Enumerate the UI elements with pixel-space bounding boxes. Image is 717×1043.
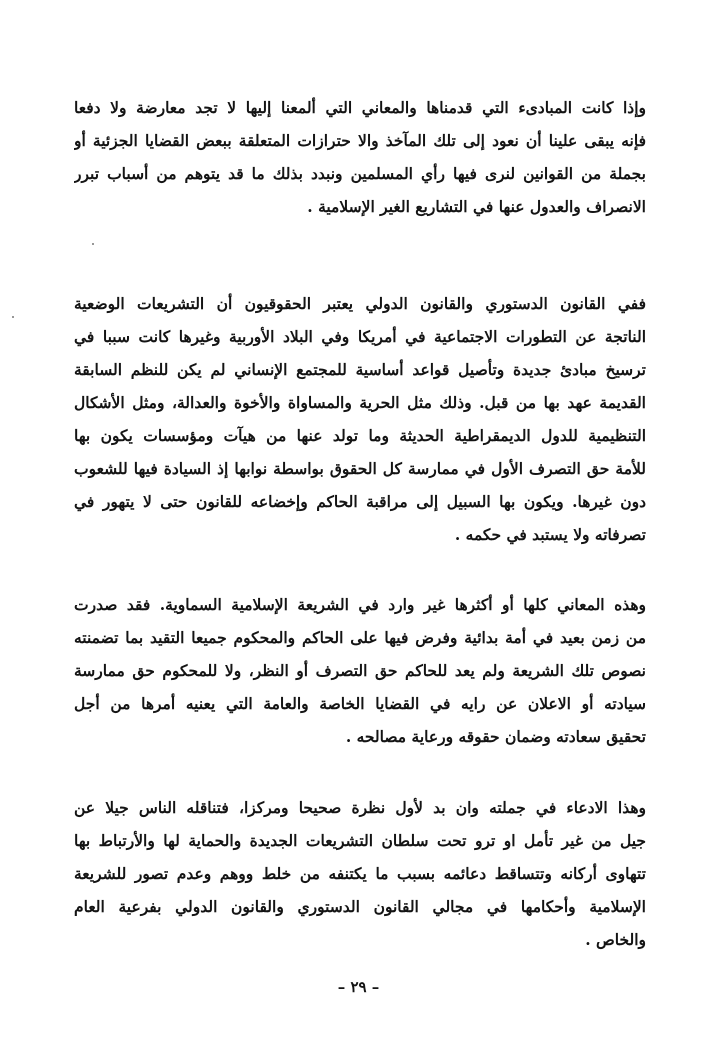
paragraph-3 [74,588,646,753]
text-line: سيادته أو الاعلان عن رايه في القضايا الخاصة والعامة التي يعنيه أمرها من أجل [74,694,646,713]
text-line: نصوص تلك الشريعة ولم يعد للحاكم حق التصرف أو النظر، ولا للمحكوم حق ممارسة [74,661,646,680]
paragraph-2 [74,287,646,551]
scan-speck [12,316,14,318]
text-line: ففي القانون الدستوري والقانون الدولي يعتبر الحقوقيون أن التشريعات الوضعية [74,294,646,313]
paragraph-4 [74,791,646,956]
scan-speck [92,243,94,245]
text-line: تحقيق سعادته وضمان حقوقه ورعاية مصالحه . [345,727,646,746]
text-line: فإنه يبقى علينا أن نعود إلى تلك المآخذ والا حترازات المتعلقة ببعض القضايا الجزئية أو [74,131,646,150]
page-number: – ٢٩ – [337,978,380,996]
text-line: التنظيمية للدول الديمقراطية الحديثة وما تولد عنها من هيآت ومؤسسات يكون بها [74,426,646,445]
text-line: ترسيخ مبادئ جديدة وتأصيل قواعد أساسية للمجتمع الإنساني لم يكن للنظم السابقة [74,360,646,379]
text-line: تصرفاته ولا يستبد في حكمه . [454,525,646,544]
text-line: بجملة من القوانين لنرى فيها رأي المسلمين ونبدد بذلك ما قد يتوهم من أسباب تبرر [74,164,646,183]
text-line: جيل من غير تأمل او ترو تحت سلطان التشريعات الجديدة والحماية لها والأرتباط بها [74,831,646,850]
text-line: القديمة عهد بها من قبل. وذلك مثل الحرية والمساواة والأخوة والعدالة، ومثل الأشكال [74,393,646,412]
text-line: الانصراف والعدول عنها في التشاريع الغير الإسلامية . [307,197,646,216]
text-line: الإسلامية وأحكامها في مجالي القانون الدستوري والقانون الدولي بفرعية العام [74,897,646,916]
text-line: من زمن بعيد في أمة بدائية وفرض فيها على الحاكم والمحكوم جميعا التقيد بما تضمنته [74,628,646,647]
text-line: وهذه المعاني كلها أو أكثرها غير وارد في الشريعة الإسلامية السماوية. فقد صدرت [74,595,646,614]
text-line: للأمة حق التصرف الأول في ممارسة كل الحقوق بواسطة نوابها إذ السيادة فيها للشعوب [74,459,646,478]
text-line: وهذا الادعاء في جملته وان بد لأول نظرة صحيحا ومركزا، فتناقله الناس جيلا عن [74,798,646,817]
paragraph-1 [74,91,646,223]
text-line: دون غيرها. ويكون بها السبيل إلى مراقبة الحاكم وإخضاعه للقانون حتى لا يتهور في [74,492,646,511]
text-line: الناتجة عن التطورات الاجتماعية في أمريكا وفي البلاد الأوربية وغيرها كانت سببا في [74,327,646,346]
text-line: تتهاوى أركانه وتتساقط دعائمه بسبب ما يكتنفه من خلط ووهم وعدم تصور للشريعة [74,864,646,883]
text-line: وإذا كانت المبادىء التي قدمناها والمعاني التي ألمعنا إليها لا تجد معارضة ولا دفعا [74,98,646,117]
text-line: والخاص . [585,930,646,949]
